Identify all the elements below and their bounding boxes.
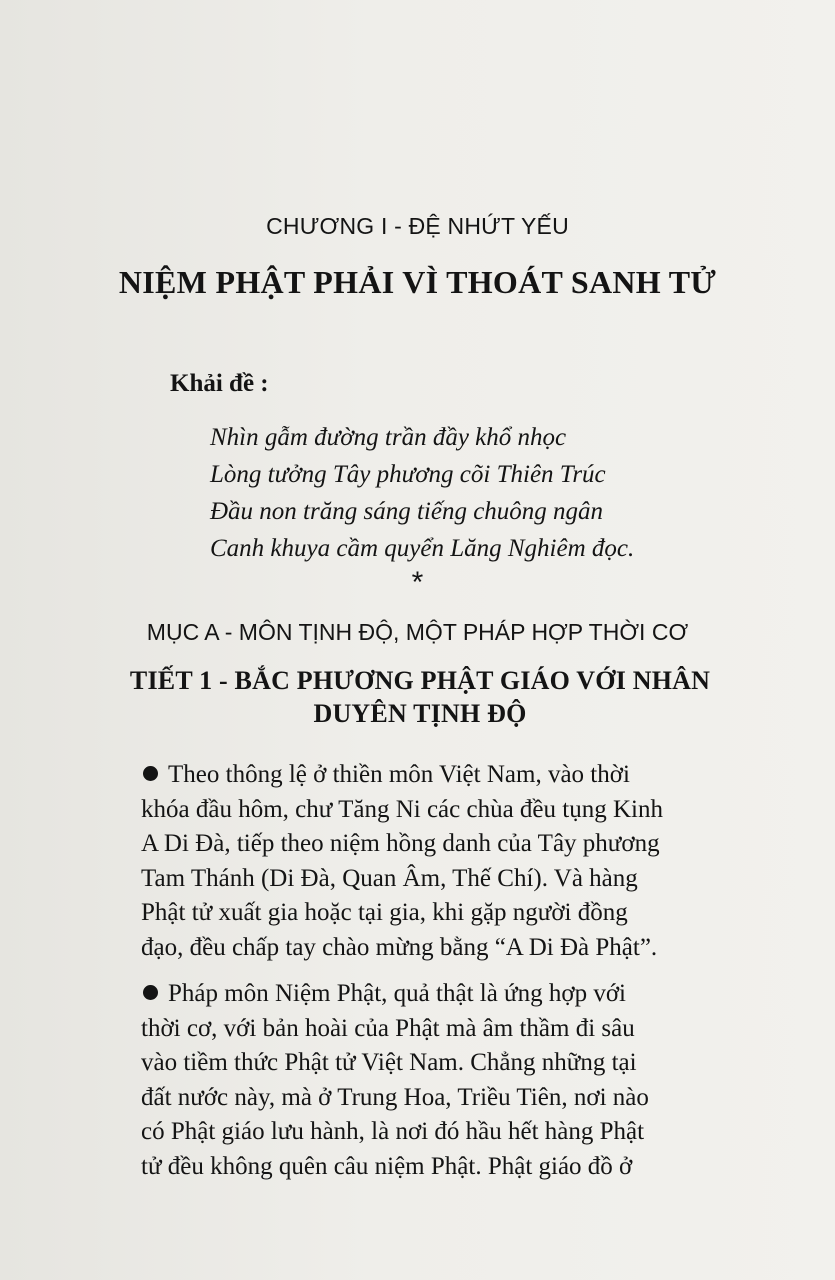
paragraph (141, 758, 741, 965)
chapter-title: NIỆM PHẬT PHẢI VÌ THOÁT SANH TỬ (118, 264, 717, 300)
paragraph-line: Tam Thánh (Di Đà, Quan Âm, Thế Chí). Và hàng (141, 864, 638, 892)
section-separator: * (411, 566, 424, 599)
paragraph-line: đạo, đều chấp tay chào mừng bằng “A Di Đà Phật”. (141, 933, 658, 961)
chapter-heading: CHƯƠNG I - ĐỆ NHỨT YẾU (266, 213, 569, 239)
paragraph-line: thời cơ, với bản hoài của Phật mà âm thầm đi sâu (141, 1014, 635, 1042)
poem-line: Lòng tưởng Tây phương cõi Thiên Trúc (210, 461, 606, 488)
paragraph-text: Pháp môn Niệm Phật, quả thật là ứng hợp với (168, 980, 626, 1007)
paragraph-line: A Di Đà, tiếp theo niệm hồng danh của Tây phương (141, 830, 660, 857)
paragraph-line: có Phật giáo lưu hành, là nơi đó hầu hết hàng Phật (141, 1118, 645, 1145)
poem-line: Nhìn gẫm đường trần đầy khổ nhọc (210, 424, 567, 451)
bullet-icon (143, 766, 158, 781)
subsection-title (100, 664, 740, 730)
intro-label: Khải đề : (170, 370, 269, 397)
paragraph-line: Phật tử xuất gia hoặc tại gia, khi gặp người đồng (141, 899, 628, 926)
poem-line: Canh khuya cầm quyển Lăng Nghiêm đọc. (210, 535, 635, 562)
poem (210, 419, 634, 567)
paragraph-line: khóa đầu hôm, chư Tăng Ni các chùa đều tụng Kinh (141, 795, 663, 823)
paragraph-line: đất nước này, mà ở Trung Hoa, Triều Tiên, nơi nào (141, 1083, 649, 1111)
paragraph-text: Theo thông lệ ở thiền môn Việt Nam, vào thời (168, 761, 630, 788)
paragraph-line (141, 977, 741, 1012)
paragraph-line (141, 758, 741, 793)
poem-line: Đầu non trăng sáng tiếng chuông ngân (210, 498, 604, 525)
paragraph (141, 977, 741, 1184)
subsection-title-line: DUYÊN TỊNH ĐỘ (313, 699, 527, 728)
subsection-title-line: TIẾT 1 - BẮC PHƯƠNG PHẬT GIÁO VỚI NHÂN (129, 666, 711, 695)
section-heading: MỤC A - MÔN TỊNH ĐỘ, MỘT PHÁP HỢP THỜI CƠ (146, 619, 689, 645)
paragraph-line: vào tiềm thức Phật tử Việt Nam. Chẳng những tại (141, 1049, 637, 1076)
bullet-icon (143, 985, 158, 1000)
paragraph-line: tử đều không quên câu niệm Phật. Phật giáo đồ ở (141, 1152, 633, 1180)
